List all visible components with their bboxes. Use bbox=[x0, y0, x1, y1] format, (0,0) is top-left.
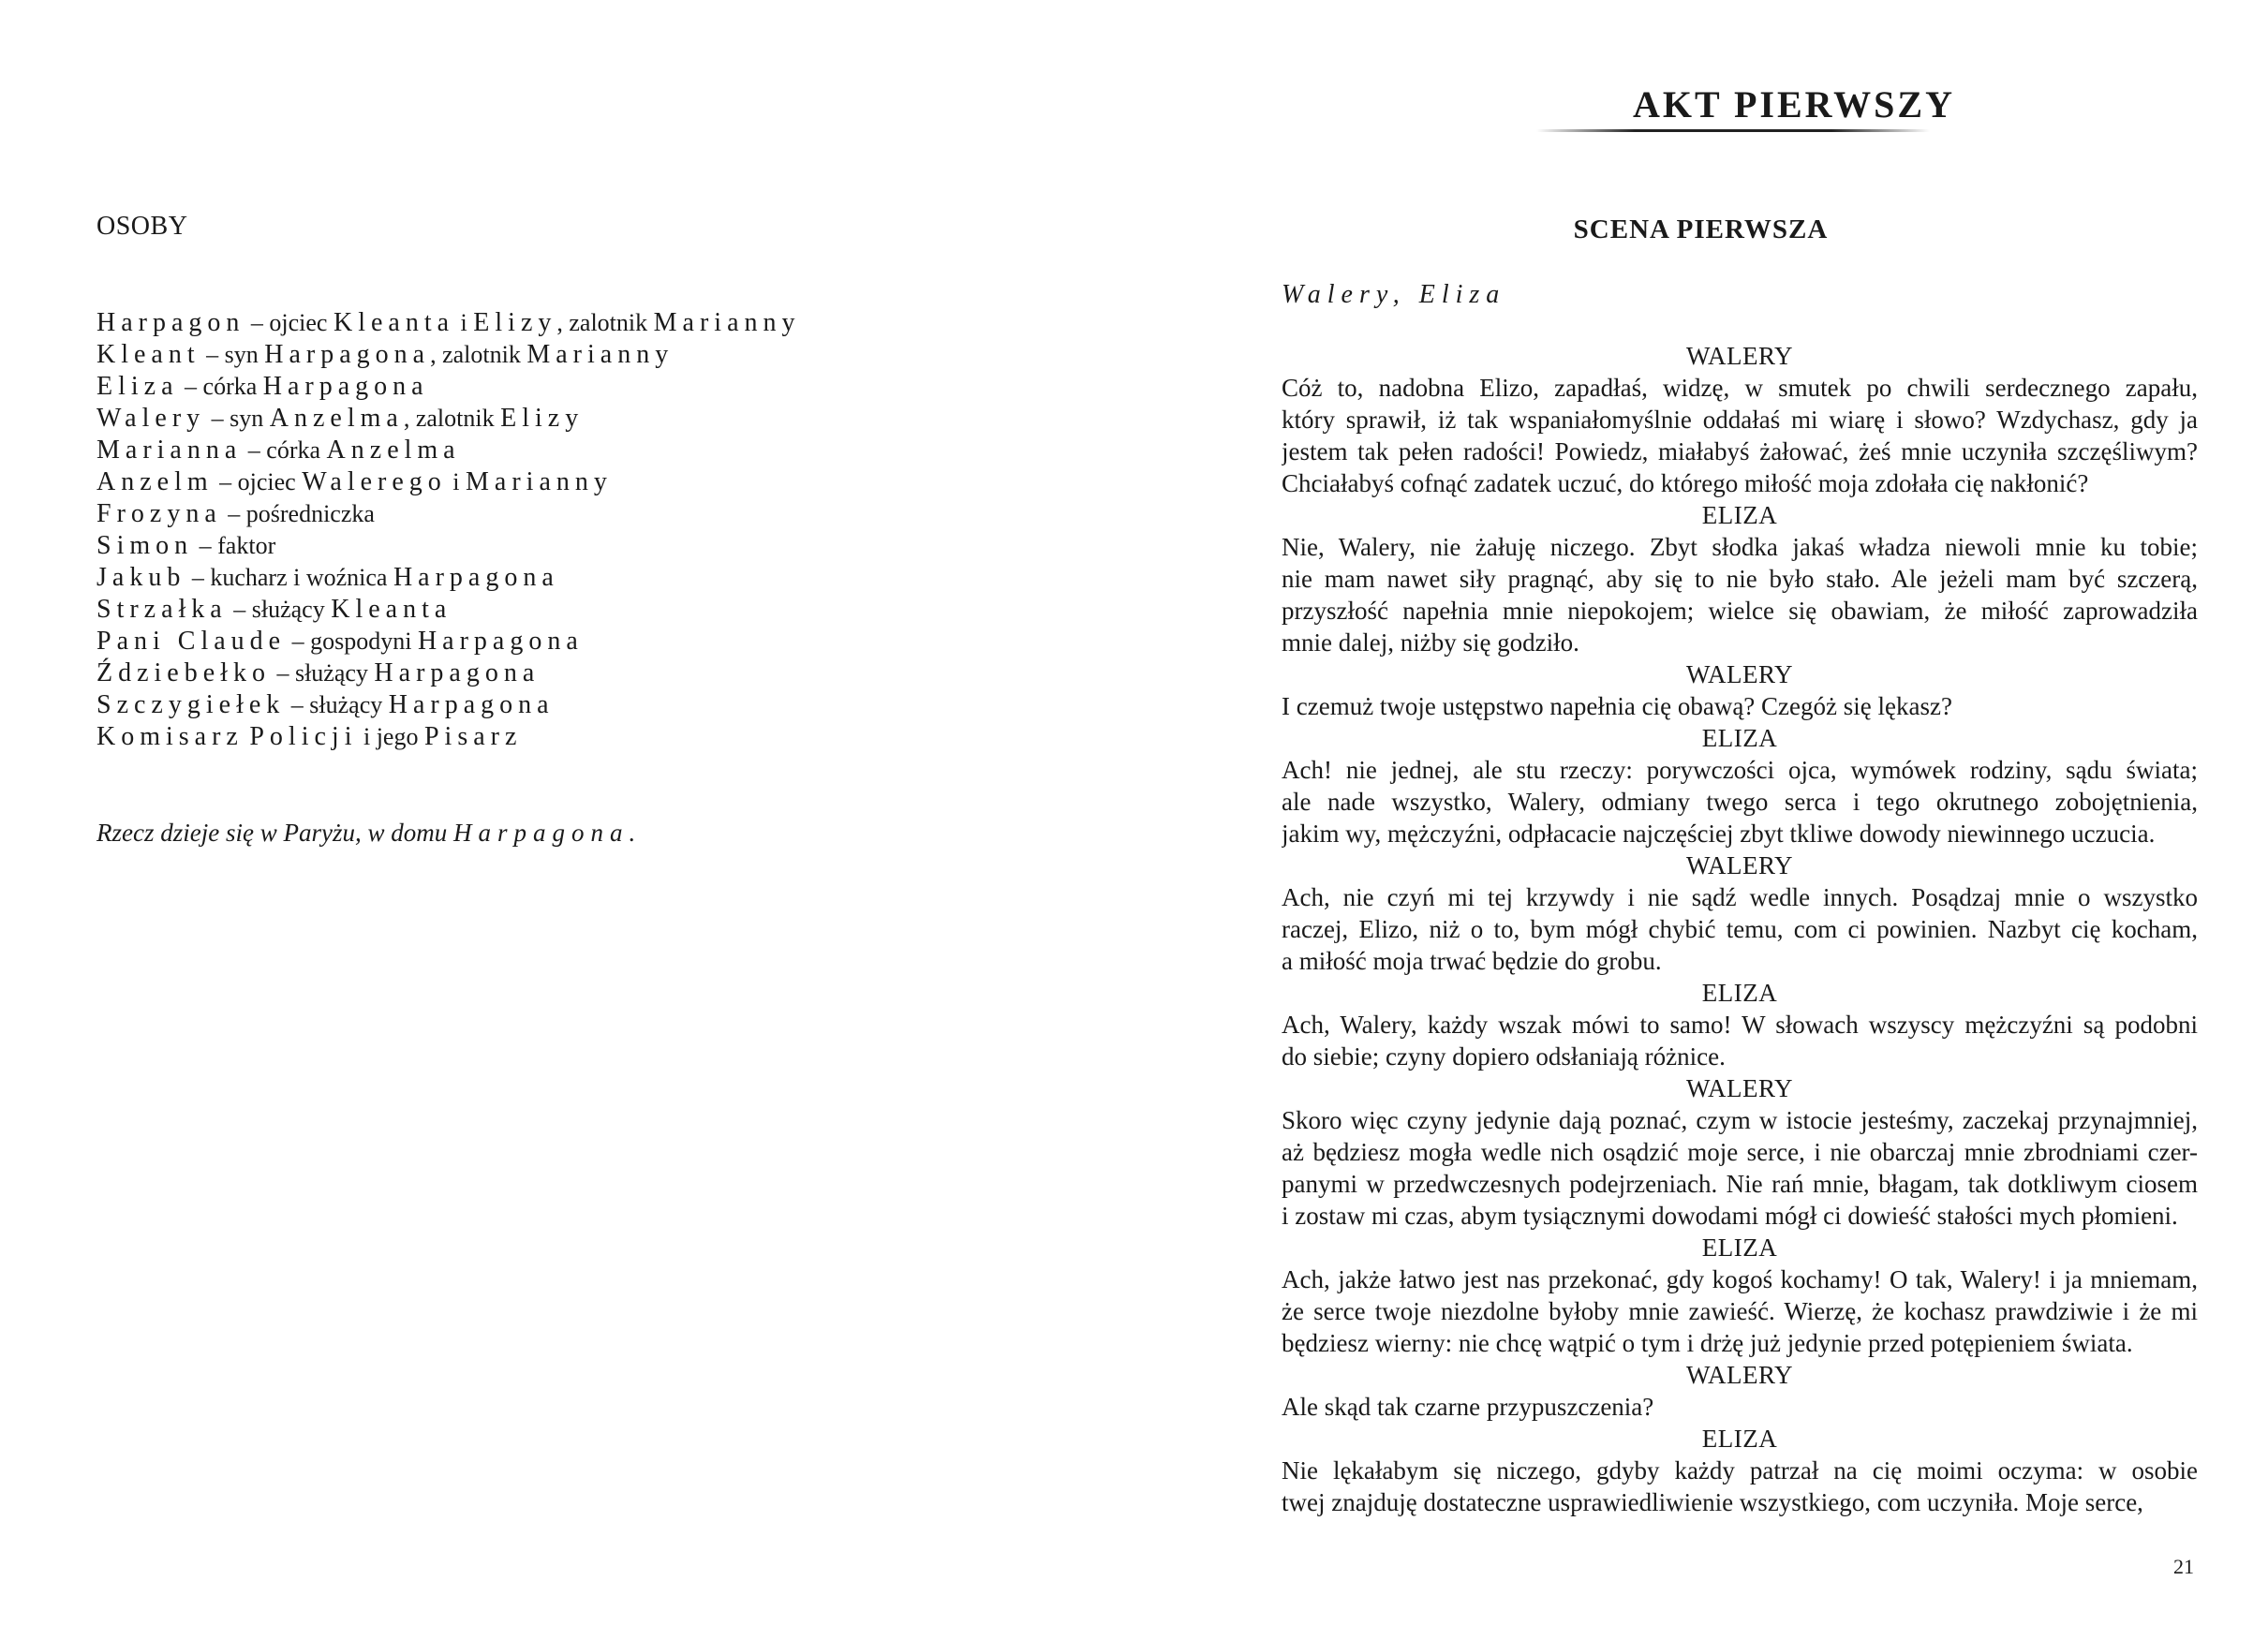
cast-description: – pośredniczka bbox=[221, 500, 375, 527]
speech-line: Nie lękałabym się niczego, gdyby każdy patrzał na cię moimi oczyma: w osobie bbox=[1282, 1456, 2198, 1485]
cast-description: – syn bbox=[200, 341, 265, 368]
speech-line: a miłość moja trwać będzie do grobu. bbox=[1282, 947, 1662, 975]
setting-name: Harpagona bbox=[452, 819, 630, 847]
speaker-name: ELIZA bbox=[1701, 724, 1778, 752]
speech-block bbox=[1282, 1455, 2198, 1518]
cast-description: i jego bbox=[357, 723, 424, 750]
cast-reference: Anzelma bbox=[269, 404, 404, 433]
speech-line: Cóż to, nadobna Elizo, zapadłaś, widzę, w smutek po chwili serdecznego zapału, bbox=[1282, 374, 2198, 402]
speaker-name: ELIZA bbox=[1701, 979, 1778, 1007]
cast-heading: OSOBY bbox=[96, 212, 188, 241]
cast-item bbox=[96, 435, 1033, 466]
speech-block bbox=[1282, 690, 2198, 722]
cast-description: , zalotnik bbox=[430, 341, 527, 368]
speech-line: jakim wy, mężczyźni, odpłacacie najczęściej zbyt tkliwe dowody niewinnego uczucia. bbox=[1282, 820, 2156, 848]
speaker-name: WALERY bbox=[1686, 1361, 1793, 1389]
cast-reference: Harpagona bbox=[393, 563, 559, 592]
speech-block bbox=[1282, 881, 2198, 977]
cast-character-name: Kleant bbox=[96, 340, 200, 369]
cast-reference: Harpagona bbox=[262, 372, 429, 401]
cast-item bbox=[96, 721, 1033, 753]
cast-description: – syn bbox=[205, 405, 270, 432]
speech-line: do siebie; czyny dopiero odsłaniają różnice. bbox=[1282, 1042, 1726, 1071]
speech-line: mnie dalej, niżby się godziło. bbox=[1282, 628, 1579, 657]
cast-character-name: Eliza bbox=[96, 372, 179, 401]
dialogue bbox=[1282, 340, 2198, 1518]
cast-reference: Marianny bbox=[526, 340, 674, 369]
cast-description: – kucharz i woźnica bbox=[185, 564, 393, 591]
cast-reference: Harpagona bbox=[374, 658, 541, 687]
cast-character-name: Frozyna bbox=[96, 499, 222, 528]
cast-item bbox=[96, 626, 1033, 657]
cast-reference: Kleanta bbox=[331, 595, 452, 624]
cast-description: – faktor bbox=[193, 532, 276, 559]
setting-suffix: . bbox=[629, 819, 636, 847]
cast-description: , zalotnik bbox=[403, 405, 501, 432]
cast-reference: Marianny bbox=[466, 467, 613, 496]
speaker-name: WALERY bbox=[1686, 342, 1793, 370]
cast-reference: Policji bbox=[249, 722, 358, 751]
speech-line: Ach, Walery, każdy wszak mówi to samo! W słowach wszyscy mężczyźni są podobni bbox=[1282, 1011, 2198, 1039]
cast-character-name: Harpagon bbox=[96, 308, 245, 337]
speech-line: Nie, Walery, nie żałuję niczego. Zbyt słodka jakaś władza niewoli mnie ku tobie; bbox=[1282, 533, 2198, 561]
speech-block bbox=[1282, 1391, 2198, 1423]
cast-list bbox=[96, 307, 1033, 753]
cast-item bbox=[96, 403, 1033, 435]
cast-character-name: Simon bbox=[96, 531, 194, 560]
speech-line: będziesz wierny: nie chcę wątpić o tym i drżę już jedynie przed potępieniem świata. bbox=[1282, 1329, 2133, 1357]
cast-description: – gospodyni bbox=[286, 628, 418, 655]
right-page bbox=[1134, 0, 2268, 1625]
cast-item bbox=[96, 689, 1033, 721]
speech-line: Chciałabyś cofnąć zadatek uczuć, do którego miłość moja zdołała cię nakłonić? bbox=[1282, 469, 2089, 497]
cast-item bbox=[96, 371, 1033, 403]
cast-description: – córka bbox=[178, 373, 263, 400]
speech-line: Ale skąd tak czarne przypuszczenia? bbox=[1282, 1393, 1654, 1421]
cast-description: – służący bbox=[285, 691, 389, 718]
cast-item bbox=[96, 307, 1033, 339]
cast-character-name: Ździebełko bbox=[96, 658, 271, 687]
setting-prefix: Rzecz dzieje się w Paryżu, w domu bbox=[96, 819, 453, 847]
cast-item bbox=[96, 466, 1033, 498]
page-number: 21 bbox=[2173, 1555, 2194, 1578]
cast-reference: Harpagona bbox=[264, 340, 431, 369]
cast-character-name: Szczygiełek bbox=[96, 690, 286, 719]
speech-line: ale nade wszystko, Walery, odmiany twego serca i tego okrutnego zobojętnienia, bbox=[1282, 788, 2198, 816]
setting-line bbox=[96, 819, 635, 848]
speech-block bbox=[1282, 1009, 2198, 1072]
cast-reference: Kleanta bbox=[333, 308, 455, 337]
speech-line: raczej, Elizo, niż o to, bym mógł chybić temu, com ci powinien. Nazbyt cię kocham, bbox=[1282, 915, 2198, 943]
speaker-name: WALERY bbox=[1686, 1074, 1793, 1102]
cast-item bbox=[96, 562, 1033, 594]
speaker-name: ELIZA bbox=[1701, 1425, 1778, 1453]
cast-description: – ojciec bbox=[245, 309, 334, 336]
cast-reference: Elizy bbox=[473, 308, 557, 337]
cast-item bbox=[96, 657, 1033, 689]
cast-reference: Pisarz bbox=[423, 722, 523, 751]
speech-block bbox=[1282, 754, 2198, 849]
cast-description: – służący bbox=[270, 659, 375, 687]
speaker-name: ELIZA bbox=[1701, 1234, 1778, 1262]
cast-description: , zalotnik bbox=[556, 309, 654, 336]
cast-description: i bbox=[454, 309, 474, 336]
speech-line: Ach! nie jednej, ale stu rzeczy: porywczości ojca, wymówek rodziny, sądu świata; bbox=[1282, 756, 2198, 784]
cast-description: – służący bbox=[227, 596, 332, 623]
speaker-name: WALERY bbox=[1686, 660, 1793, 688]
speech-line: I czemuż twoje ustępstwo napełnia cię obawą? Czegóż się lękasz? bbox=[1282, 692, 1952, 720]
speech-line: Ach, jakże łatwo jest nas przekonać, gdy kogoś kochamy! O tak, Walery! i ja mniemam, bbox=[1282, 1265, 2198, 1293]
speech-line: twej znajduję dostateczne usprawiedliwienie wszystkiego, com uczyniła. Moje serce, bbox=[1282, 1488, 2143, 1516]
cast-character-name: Anzelm bbox=[96, 467, 214, 496]
speaker-name: WALERY bbox=[1686, 851, 1793, 879]
cast-character-name: Pani Claude bbox=[96, 627, 287, 656]
scene-title: SCENA PIERWSZA bbox=[1573, 214, 1829, 244]
cast-description: i bbox=[446, 468, 467, 495]
speech-line: jestem tak pełen radości! Powiedz, miałabyś żałować, żeś mnie uczyniła szczęśliwym? bbox=[1282, 437, 2198, 465]
cast-description: – córka bbox=[242, 436, 327, 464]
cast-character-name: Komisarz bbox=[96, 722, 244, 751]
cast-reference: Anzelma bbox=[326, 436, 461, 465]
act-title-rule bbox=[1536, 129, 1930, 132]
cast-reference: Harpagona bbox=[388, 690, 555, 719]
cast-item bbox=[96, 594, 1033, 626]
speech-block bbox=[1282, 531, 2198, 658]
speaker-name: ELIZA bbox=[1701, 501, 1778, 529]
speech-line: przyszłość napełnia mnie niepokojem; wielce się obawiam, że miłość zaprowadziła bbox=[1282, 597, 2198, 625]
speech-line: Skoro więc czyny jedynie dają poznać, czym w istocie jesteśmy, zaczekaj przynajmniej, bbox=[1282, 1106, 2198, 1134]
cast-reference: Walerego bbox=[302, 467, 447, 496]
cast-item bbox=[96, 530, 1033, 562]
speech-block bbox=[1282, 1263, 2198, 1359]
cast-character-name: Jakub bbox=[96, 563, 186, 592]
cast-reference: Harpagona bbox=[417, 627, 584, 656]
cast-description: – ojciec bbox=[213, 468, 303, 495]
cast-reference: Marianny bbox=[653, 308, 801, 337]
act-title: AKT PIERWSZY bbox=[1633, 83, 1955, 126]
cast-item bbox=[96, 498, 1033, 530]
cast-character-name: Marianna bbox=[96, 436, 243, 465]
cast-character-name: Strzałka bbox=[96, 595, 228, 624]
speech-line: panymi w przedwczesnych podejrzeniach. Nie rań mnie, błagam, tak dotkliwym ciosem bbox=[1282, 1170, 2198, 1198]
speech-line: nie mam nawet siły pragnąć, aby się to nie było stało. Ale jeżeli mam być szczerą, bbox=[1282, 565, 2198, 593]
speech-line: i zostaw mi czas, abym tysiącznymi dowodami mógł ci dowieść stałości mych płomieni. bbox=[1282, 1202, 2178, 1230]
speech-line: który sprawił, iż tak wspaniałomyślnie oddałaś mi wiarę i słowo? Wzdychasz, gdy ja bbox=[1282, 406, 2198, 434]
scene-characters: Walery, Eliza bbox=[1282, 280, 1506, 309]
speech-block bbox=[1282, 1104, 2198, 1232]
cast-reference: Elizy bbox=[500, 404, 585, 433]
cast-item bbox=[96, 339, 1033, 371]
speech-block bbox=[1282, 372, 2198, 499]
speech-line: Ach, nie czyń mi tej krzywdy i nie sądź wedle innych. Posądzaj mnie o wszystko bbox=[1282, 883, 2198, 911]
cast-character-name: Walery bbox=[96, 404, 206, 433]
speech-line: że serce twoje niezdolne byłoby mnie zawieść. Wierzę, że kochasz prawdziwie i że mi bbox=[1282, 1297, 2198, 1325]
speech-line: aż będziesz mogła wedle nich osądzić moje serce, i nie obarczaj mnie zbrodniami czer- bbox=[1282, 1138, 2198, 1166]
